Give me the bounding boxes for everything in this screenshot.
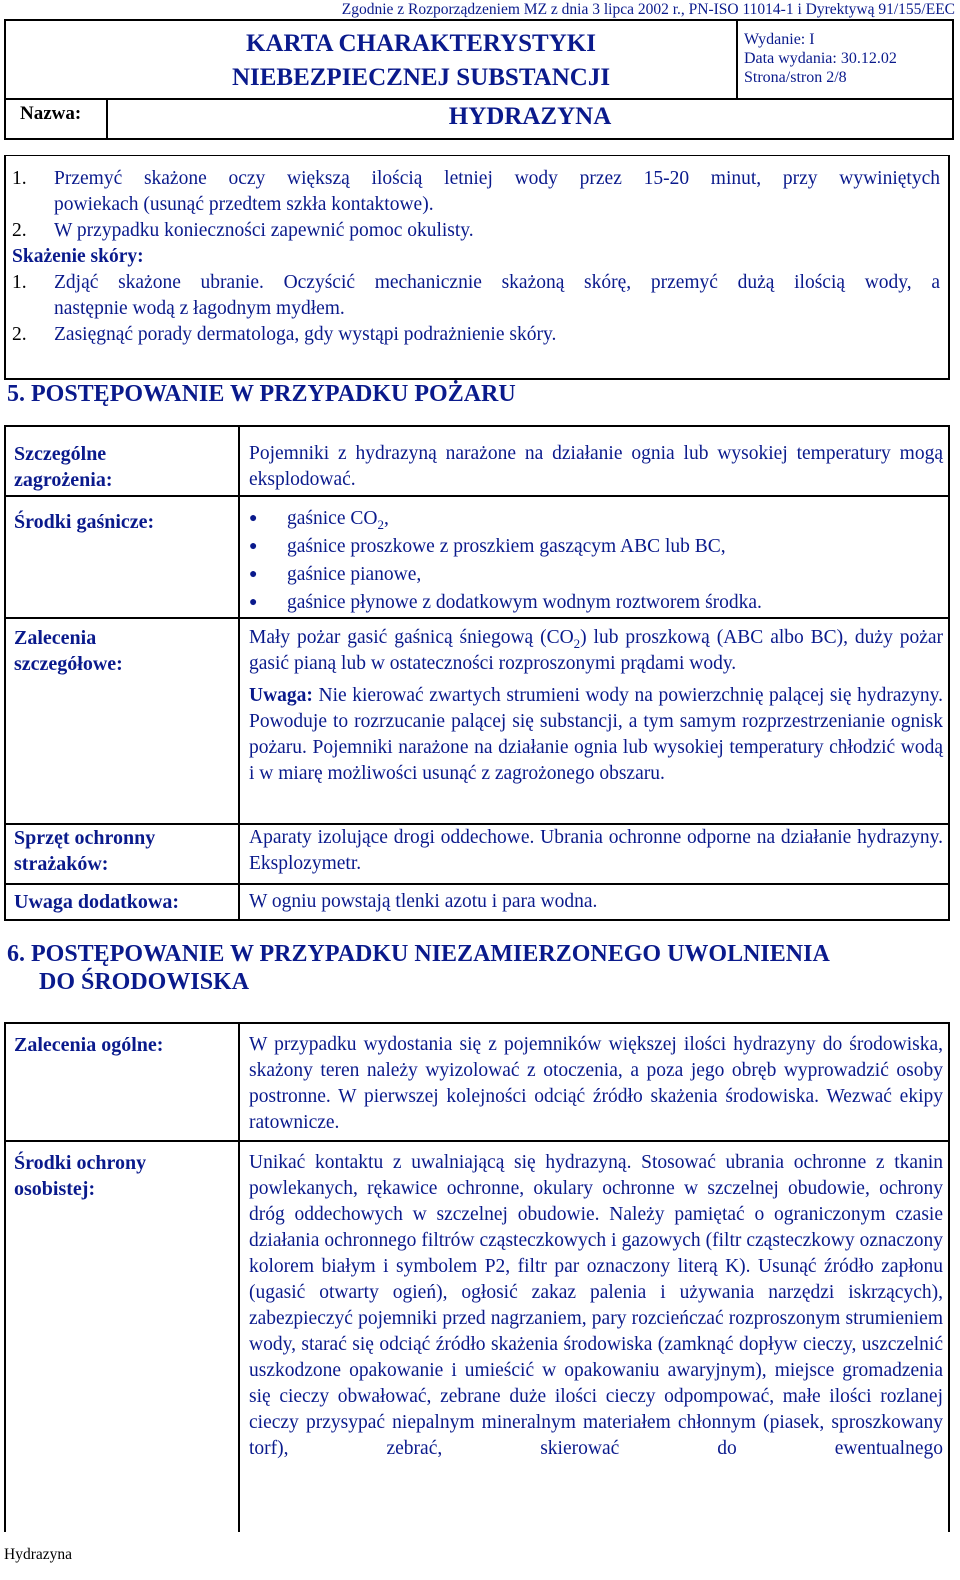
regulation-note: Zgodnie z Rozporządzeniem MZ z dnia 3 lipca 2002 r., PN-ISO 11014-1 i Dyrektywą 91/155/EEC (341, 1, 955, 18)
list-item: Zasięgnąć porady dermatologa, gdy wystąpi podrażnienie skóry. (54, 324, 557, 345)
substance-name: HYDRAZYNA (448, 103, 612, 130)
edition-info (744, 30, 897, 87)
skin-heading: Skażenie skóry: (12, 246, 144, 267)
row-divider (6, 495, 948, 497)
list-item (249, 589, 762, 617)
list-item (249, 533, 726, 561)
header-divider (736, 21, 738, 98)
column-divider (238, 427, 240, 919)
subscript: 2 (377, 516, 384, 532)
warning-paragraph (249, 683, 943, 787)
list-number: 2. (12, 324, 27, 345)
fire-table (4, 425, 950, 921)
bullet-icon: ● (249, 539, 258, 554)
label-line: Środki ochrony (14, 1152, 147, 1174)
general-text: W przypadku wydostania się z pojemników większej ilości hydrazyny do środowiska, skażony teren należy wyizolować z otoczenia, a poza jego obręb wyprowadzić osoby postronne. W pierwszej kolejności odciąć źródło skażenia środowiska. Wezwać ekipy ratownicze. (249, 1034, 943, 1133)
equipment-text: Aparaty izolujące drogi oddechowe. Ubrania ochronne odporne na działanie hydrazyny. Eksplozymetr. (249, 827, 943, 874)
name-label: Nazwa: (20, 103, 82, 124)
list-number: 1. (12, 272, 27, 293)
personal-text: Unikać kontaktu z uwalniającą się hydrazyną. Stosować ubrania ochronne z tkanin powlekanych, rękawice ochronne, okulary ochronne w szczelnej obudowie, ochrony dróg oddechowych w szczelnej obudowie. Należy pamiętać o ograniczonym czasie działania ochronnego filtrów cząsteczkowych i gazowych (filtr cząsteczkowy oznaczony kolorem białym i symbolem P2, filtr par oznaczony literą K). Usunąć źródło zapłonu (ugasić otwarty ogień), ogłosić zakaz palenia i używania narzędzi iskrzących), zabezpieczyć pojemniki przed nagrzaniem, pary rozcieńczać rozproszonym strumieniem wody, starać się odciąć źródło skażenia środowiska (zamknąć dopływ cieczy, uszczelnić uszkodzone opakowanie i umieścić w opakowaniu awaryjnym), miejsce gromadzenia się cieczy obwałować, zebrane duże ilości cieczy odpompować, małe ilości rozlanej cieczy przysypać niepalnym mineralnym materiałem chłonnym (piasek, sproszkowany torf), zebrać, skierować do ewentualnego (249, 1152, 943, 1459)
list-item-text: gaśnice proszkowe z proszkiem gaszącym ABC lub BC, (287, 536, 726, 557)
label-line: osobistej: (14, 1178, 96, 1200)
edition: Wydanie: I (744, 31, 815, 48)
recommend-label (14, 625, 123, 677)
section-title (7, 940, 830, 996)
label-line: Zalecenia (14, 627, 97, 649)
punctuation: , (383, 508, 389, 529)
bullet-icon: ● (249, 595, 258, 610)
equipment-label (14, 825, 155, 877)
section-title: 5. POSTĘPOWANIE W PRZYPADKU POŻARU (7, 381, 516, 407)
list-item (249, 505, 389, 533)
subscript: 2 (573, 635, 581, 651)
document-header (4, 19, 954, 140)
text-run: Nie kierować zwartych strumieni wody na powierzchnię palącej się hydrazyny. Powoduje to rozrzucanie palącej się substancji, a tym samym rozprzestrzenianie ognisk pożaru. Pojemniki narażone na działanie ognia lub wysokiej temperatury chłodzić wodą i w miarę możliwości usunąć z zagrożonego obszaru. (249, 685, 943, 784)
list-item: W przypadku konieczności zapewnić pomoc okulisty. (54, 220, 474, 241)
list-item: Przemyć skażone oczy większą ilością letniej wody przez 15-20 minut, przy wywiniętych (54, 168, 940, 189)
list-item: powiekach (usunąć przedtem szkła kontaktowe). (54, 194, 434, 215)
release-table (4, 1022, 950, 1532)
page-footer: Hydrazyna (4, 1546, 72, 1563)
list-item: następnie wodą z łagodnym mydłem. (54, 298, 345, 319)
list-item-text: gaśnice płynowe z dodatkowym wodnym roztworem środka. (287, 592, 762, 613)
extra-text: W ogniu powstają tlenki azotu i para wodna. (249, 891, 598, 912)
personal-label (14, 1150, 146, 1202)
recommend-paragraph (249, 625, 943, 677)
row-divider (6, 617, 948, 619)
page-number: Strona/stron 2/8 (744, 69, 847, 86)
text-run: ) lub proszkową (ABC albo BC), duży pożar gasić pianą lub w ostateczności rozproszonymi prądami wody. (249, 627, 944, 674)
column-divider (238, 1024, 240, 1532)
label-line: strażaków: (14, 853, 109, 875)
hazards-text: Pojemniki z hydrazyną narażone na działanie ognia lub wysokiej temperatury mogą eksplodować. (249, 443, 943, 490)
title-line: 6. POSTĘPOWANIE W PRZYPADKU NIEZAMIERZONEGO UWOLNIENIA (7, 941, 830, 967)
row-divider (6, 1140, 948, 1142)
first-aid-continuation (4, 155, 950, 380)
label-line: Szczególne (14, 443, 107, 465)
row-divider (6, 883, 948, 885)
document-title (106, 27, 736, 95)
list-item-text: gaśnice CO (287, 508, 378, 529)
title-line-2: NIEBEZPIECZNEJ SUBSTANCJI (231, 64, 611, 91)
title-line-1: KARTA CHARAKTERYSTYKI (246, 30, 596, 57)
text-run: Mały pożar gasić gaśnicą śniegową (CO (249, 627, 574, 648)
list-number: 1. (12, 168, 27, 189)
list-item-text: gaśnice pianowe, (287, 564, 422, 585)
extinguish-label: Środki gaśnicze: (14, 511, 155, 533)
label-line: zagrożenia: (14, 469, 113, 491)
list-item (249, 561, 421, 589)
general-label: Zalecenia ogólne: (14, 1034, 164, 1056)
bullet-icon: ● (249, 511, 258, 526)
list-item: Zdjąć skażone ubranie. Oczyścić mechanicznie skażoną skórę, przemyć dużą ilością wody, a (54, 272, 940, 293)
hazards-label (14, 441, 113, 493)
title-line: DO ŚRODOWISKA (39, 969, 250, 995)
issue-date: Data wydania: 30.12.02 (744, 50, 897, 67)
bullet-icon: ● (249, 567, 258, 582)
extra-label: Uwaga dodatkowa: (14, 891, 180, 913)
recommend-text (249, 625, 943, 787)
warning-label: Uwaga: (249, 685, 313, 706)
label-line: Sprzęt ochronny (14, 827, 156, 849)
header-divider (6, 98, 952, 100)
label-line: szczegółowe: (14, 653, 123, 675)
list-number: 2. (12, 220, 27, 241)
